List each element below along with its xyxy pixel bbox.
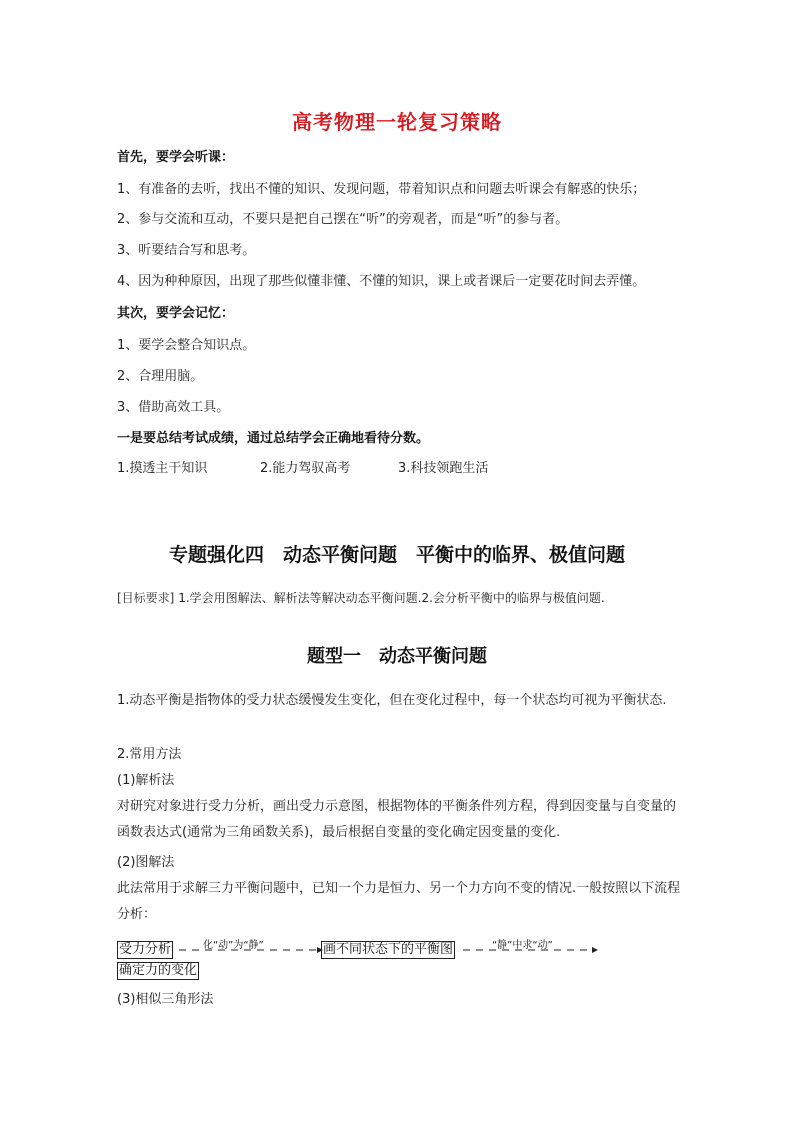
para-methods: 2.常用方法 — [117, 747, 182, 762]
para-analytic-body: 对研究对象进行受力分析，画出受力示意图，根据物体的平衡条件列方程，得到因变量与自变量的函数表达式(通常为三角函数关系)，最后根据自变量的变化确定因变量的变化. — [117, 799, 677, 840]
listen-heading: 首先，要学会听课： — [117, 150, 235, 165]
para-graphic-heading: (2)图解法 — [117, 855, 175, 870]
tip-1: 1.摸透主干知识 — [117, 461, 208, 476]
goal-tag: [目标要求] — [117, 591, 175, 605]
para-graphic-body: 此法常用于求解三力平衡问题中，已知一个力是恒力、另一个力方向不变的情况.一般按照以下流程分析： — [117, 881, 681, 922]
para-definition: 1.动态平衡是指物体的受力状态缓慢发生变化，但在变化过程中，每一个状态均可视为平衡状态. — [117, 693, 667, 708]
memory-heading: 其次，要学会记忆： — [117, 306, 235, 321]
flow-diagram — [117, 936, 677, 976]
flow-box-determine-change: 确定力的变化 — [119, 963, 198, 978]
main-title: 高考物理一轮复习策略 — [292, 110, 502, 134]
memory-item-1: 1、要学会整合知识点。 — [117, 338, 256, 353]
listen-item-1: 1、有准备的去听，找出不懂的知识、发现问题，带着知识点和问题去听课会有解惑的快乐； — [117, 182, 646, 197]
goal-text: 1.学会用图解法、解析法等解决动态平衡问题.2.会分析平衡中的临界与极值问题. — [178, 591, 605, 605]
tip-3: 3.科技领跑生活 — [398, 461, 489, 476]
para-analytic-heading: (1)解析法 — [117, 773, 175, 788]
flow-box-balance-diagram: 画不同状态下的平衡图 — [323, 942, 454, 957]
para-similar-triangle: (3)相似三角形法 — [117, 992, 214, 1007]
summary-line: 一是要总结考试成绩，通过总结学会正确地看待分数。 — [117, 431, 430, 446]
listen-item-2: 2、参与交流和互动，不要只是把自己摆在“听”的旁观者，而是“听”的参与者。 — [117, 212, 569, 227]
memory-item-3: 3、借助高效工具。 — [117, 400, 230, 415]
topic-title: 专题强化四 动态平衡问题 平衡中的临界、极值问题 — [168, 544, 625, 566]
listen-item-4: 4、因为种种原因，出现了那些似懂非懂、不懂的知识，课上或者课后一定要花时间去弄懂。 — [117, 274, 646, 289]
type1-title: 题型一 动态平衡问题 — [307, 646, 487, 667]
memory-item-2: 2、合理用脑。 — [117, 369, 204, 384]
flow-box-force-analysis: 受力分析 — [119, 942, 172, 957]
goal-line — [117, 589, 605, 606]
tips-row — [117, 457, 488, 476]
flow-label-2: “静”中求“动” — [492, 940, 553, 951]
flow-label-1: 化“动”为“静” — [203, 940, 264, 951]
listen-item-3: 3、听要结合写和思考。 — [117, 243, 256, 258]
flow-arrow-2-head — [592, 947, 598, 953]
tip-2: 2.能力驾驭高考 — [260, 461, 351, 476]
